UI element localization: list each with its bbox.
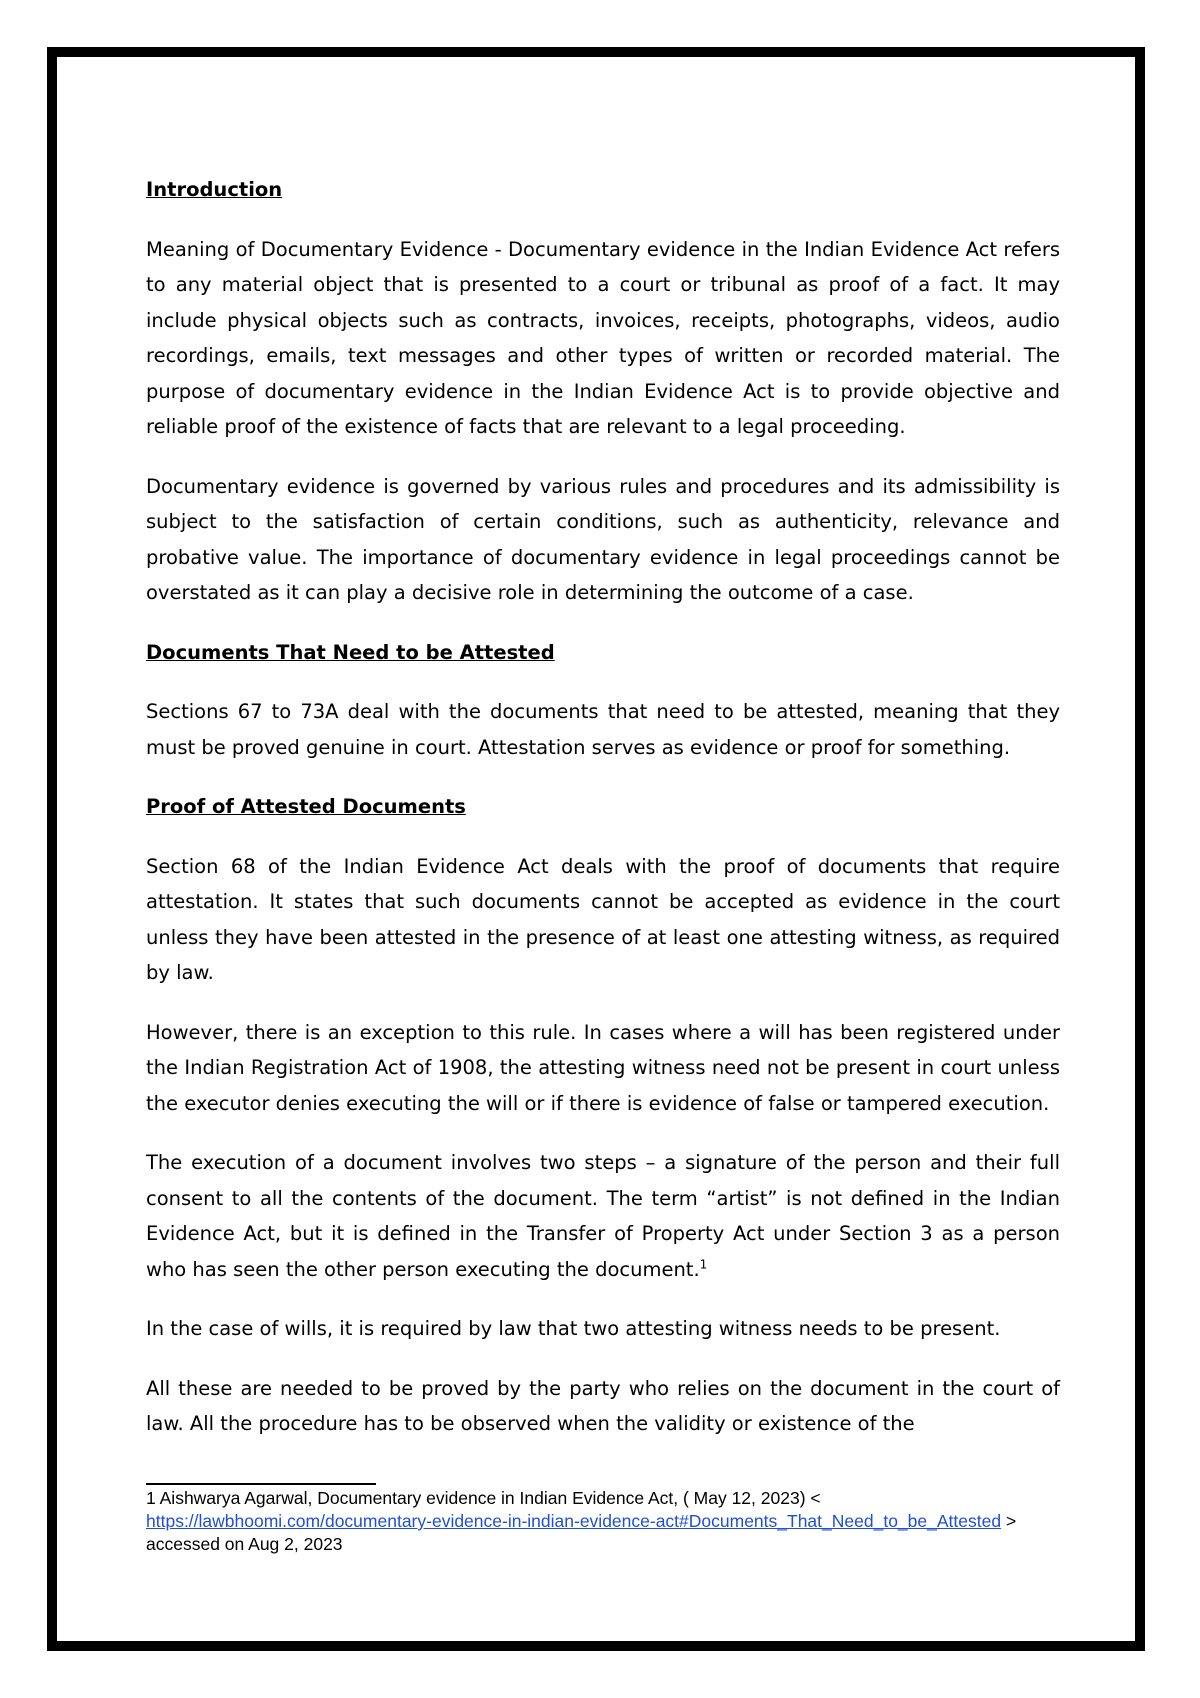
attested-paragraph-1: Sections 67 to 73A deal with the documents that need to be attested, meaning that they must be proved genuine in court. Attestation serves as evidence or proof for something. [146,700,1060,759]
footnote-link[interactable]: https://lawbhoomi.com/documentary-evidence-in-indian-evidence-act#Documents_That_Need_to_be_Attested [146,1511,1002,1531]
document-body [146,172,1060,1442]
proof-paragraph-3-text: The execution of a document involves two steps – a signature of the person and their full consent to all the contents of the document. The term “artist” is not defined in the Indian Evidence Act, but it is defined in the Transfer of Property Act under Section 3 as a person who has seen the other person executing the document. [146,1151,1060,1281]
footnote-number: 1 [146,1488,156,1508]
proof-paragraph-1: Section 68 of the Indian Evidence Act deals with the proof of documents that require attestation. It states that such documents cannot be accepted as evidence in the court unless they have been attested in the presence of at least one attesting witness, as required by law. [146,854,1060,984]
footnote-reference[interactable]: 1 [699,1257,708,1271]
proof-paragraph-2: However, there is an exception to this rule. In cases where a will has been registered under the Indian Registration Act of 1908, the attesting witness need not be present in court unless the executor denies executing the will or if there is evidence of false or tampered execution. [146,1020,1060,1115]
footnote-accessed: > accessed on Aug 2, 2023 [146,1511,1017,1554]
attested-documents-heading: Documents That Need to be Attested [146,640,555,664]
footnote-separator [146,1483,376,1485]
proof-paragraph-3 [146,1145,1060,1287]
footnote-citation: Aishwarya Agarwal, Documentary evidence in Indian Evidence Act, ( May 12, 2023) < [155,1488,821,1508]
footnote [146,1487,1060,1556]
proof-of-attested-documents-heading: Proof of Attested Documents [146,795,466,818]
introduction-heading: Introduction [146,178,283,201]
proof-paragraph-4: In the case of wills, it is required by law that two attesting witness needs to be present. [146,1317,1001,1340]
intro-paragraph-2: Documentary evidence is governed by various rules and procedures and its admissibility is subject to the satisfaction of certain conditions, such as authenticity, relevance and probative value. The importance of documentary evidence in legal proceedings cannot be overstated as it can play a decisive role in determining the outcome of a case. [146,474,1060,604]
intro-paragraph-1: Meaning of Documentary Evidence - Documentary evidence in the Indian Evidence Act refers to any material object that is presented to a court or tribunal as proof of a fact. It may include physical objects such as contracts, invoices, receipts, photographs, videos, audio recordings, emails, text messages and other types of written or recorded material. The purpose of documentary evidence in the Indian Evidence Act is to provide objective and reliable proof of the existence of facts that are relevant to a legal proceeding. [146,237,1060,438]
proof-paragraph-5: All these are needed to be proved by the party who relies on the document in the court of law. All the procedure has to be observed when the validity or existence of the [146,1376,1060,1435]
